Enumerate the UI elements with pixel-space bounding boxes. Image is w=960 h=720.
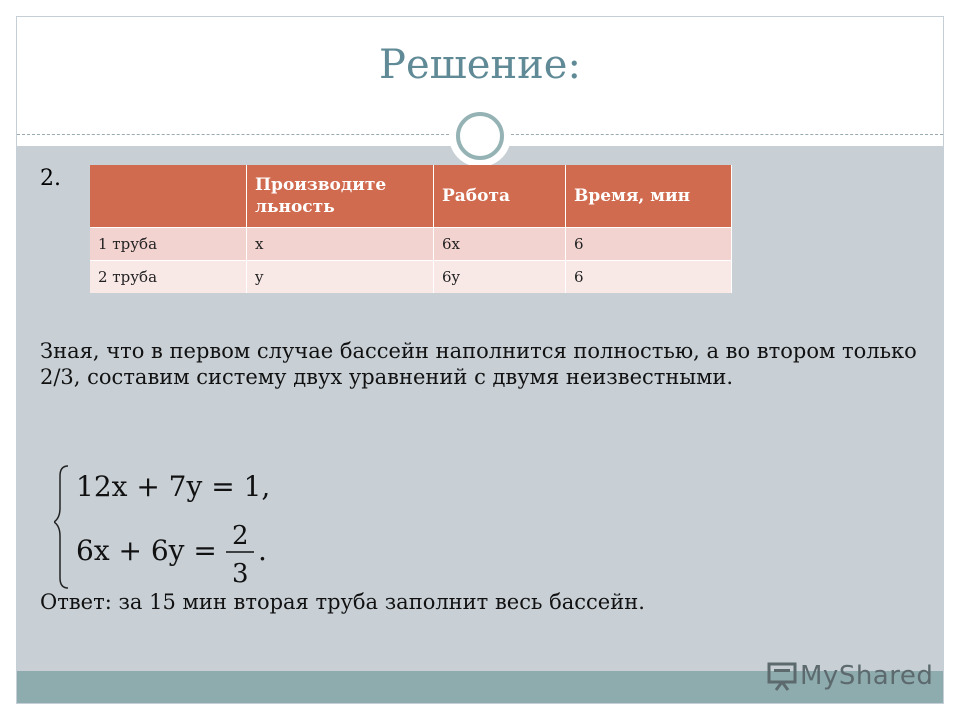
fraction-denominator: 3	[232, 559, 249, 589]
presentation-icon	[766, 659, 800, 693]
equation-system	[54, 460, 294, 590]
watermark-logo	[766, 656, 933, 696]
table-row	[90, 228, 732, 261]
explanation-text	[40, 338, 920, 391]
table-row	[90, 261, 732, 294]
table-cell: 2 труба	[90, 261, 247, 294]
table-cell: x	[247, 228, 434, 261]
table-header-row	[90, 165, 732, 228]
brace-icon	[54, 466, 68, 588]
slide-title: Решение:	[379, 42, 581, 88]
table-header-cell: Производите льность	[247, 165, 434, 228]
table-cell: 6y	[434, 261, 566, 294]
item-number: 2.	[40, 166, 61, 191]
table-header-cell	[90, 165, 247, 228]
watermark-text: MyShared	[800, 661, 934, 691]
ring-icon	[456, 112, 504, 160]
fraction-numerator: 2	[232, 521, 249, 551]
table-cell: 6	[566, 228, 732, 261]
table-header-cell: Время, мин	[566, 165, 732, 228]
table-cell: 1 труба	[90, 228, 247, 261]
answer-text: Ответ: за 15 мин вторая труба заполнит весь бассейн.	[40, 590, 645, 614]
data-table	[90, 165, 732, 293]
equation-line-2: 6x + 6y =	[76, 534, 217, 567]
table-header-cell: Работа	[434, 165, 566, 228]
table-cell: y	[247, 261, 434, 294]
equation-line-1: 12x + 7y = 1,	[76, 470, 271, 503]
table-cell: 6x	[434, 228, 566, 261]
explanation-paragraph: Зная, что в первом случае бассейн наполнится полностью, а во втором только 2/3, составим систему двух уравнений с двумя неизвестными.	[40, 339, 917, 390]
equation-end: .	[258, 534, 267, 567]
table-cell: 6	[566, 261, 732, 294]
